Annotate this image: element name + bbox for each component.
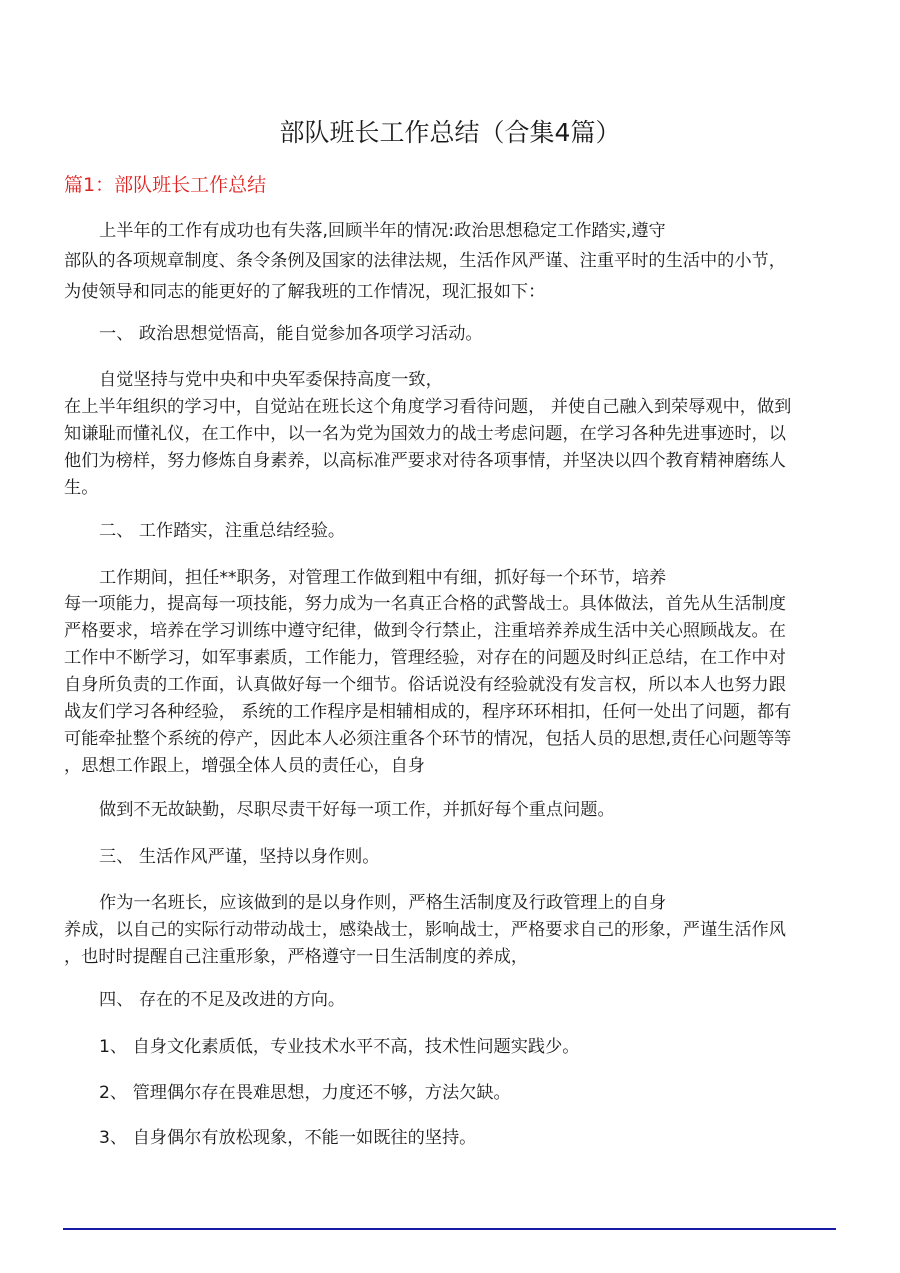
paragraph-line: 在上半年组织的学习中，自觉站在班长这个角度学习看待问题， 并使自己融入到荣辱观中，做到 bbox=[64, 397, 792, 417]
footer-divider bbox=[63, 1228, 836, 1230]
paragraph-line: 作为一名班长，应该做到的是以身作则，严格生活制度及行政管理上的自身 bbox=[99, 893, 667, 913]
paragraph-line: 每一项能力，提高每一项技能，努力成为一名真正合格的武警战士。具体做法，首先从生活制度 bbox=[64, 594, 786, 614]
subheading-2: 二、 工作踏实，注重总结经验。 bbox=[99, 521, 346, 541]
paragraph-line: 做到不无故缺勤，尽职尽责干好每一项工作，并抓好每个重点问题。 bbox=[99, 800, 615, 820]
paragraph-line: 自觉坚持与党中央和中央军委保持高度一致， bbox=[99, 370, 443, 390]
paragraph-line: 自身所负责的工作面，认真做好每一个细节。俗话说没有经验就没有发言权，所以本人也努力跟 bbox=[64, 675, 786, 695]
paragraph-line: 上半年的工作有成功也有失落,回顾半年的情况:政治思想稳定工作踏实,遵守 bbox=[99, 221, 666, 241]
paragraph-line: 养成，以自己的实际行动带动战士，感染战士，影响战士，严格要求自己的形象，严谨生活作风 bbox=[64, 920, 786, 940]
paragraph-line: 严格要求，培养在学习训练中遵守纪律，做到令行禁止，注重培养养成生活中关心照顾战友。在 bbox=[64, 621, 786, 641]
subheading-1: 一、 政治思想觉悟高，能自觉参加各项学习活动。 bbox=[99, 324, 483, 344]
section-heading: 篇1：部队班长工作总结 bbox=[64, 174, 267, 196]
paragraph-line: 工作期间，担任**职务，对管理工作做到粗中有细，抓好每一个环节，培养 bbox=[99, 568, 667, 588]
paragraph-line: ，思想工作跟上，增强全体人员的责任心，自身 bbox=[64, 756, 425, 776]
subheading-3: 三、 生活作风严谨，坚持以身作则。 bbox=[99, 847, 380, 867]
paragraph-line: 知谦耻而懂礼仪，在工作中，以一名为党为国效力的战士考虑问题，在学习各种先进事迹时，以 bbox=[64, 424, 786, 444]
paragraph-line: 部队的各项规章制度、条令条例及国家的法律法规，生活作风严谨、注重平时的生活中的小节， bbox=[64, 251, 786, 271]
paragraph-line: 战友们学习各种经验， 系统的工作程序是相辅相成的，程序环环相扣，任何一处出了问题，都有 bbox=[64, 702, 792, 722]
subheading-4: 四、 存在的不足及改进的方向。 bbox=[99, 990, 346, 1010]
paragraph-line: 可能牵扯整个系统的停产，因此本人必须注重各个环节的情况，包括人员的思想,责任心问题等等 bbox=[64, 729, 792, 749]
paragraph-line: 为使领导和同志的能更好的了解我班的工作情况，现汇报如下： bbox=[64, 282, 546, 302]
paragraph-line: 工作中不断学习，如军事素质，工作能力，管理经验，对存在的问题及时纠正总结，在工作中对 bbox=[64, 648, 786, 668]
list-item: 2、 管理偶尔存在畏难思想，力度还不够，方法欠缺。 bbox=[99, 1083, 511, 1103]
paragraph-line: 生。 bbox=[64, 478, 99, 498]
paragraph-line: 他们为榜样，努力修炼自身素养，以高标准严要求对待各项事情，并坚决以四个教育精神磨练人 bbox=[64, 451, 786, 471]
list-item: 3、 自身偶尔有放松现象，不能一如既往的坚持。 bbox=[99, 1128, 477, 1148]
document-title: 部队班长工作总结（合集4篇） bbox=[279, 118, 621, 147]
list-item: 1、 自身文化素质低，专业技术水平不高，技术性问题实践少。 bbox=[99, 1037, 580, 1057]
paragraph-line: ，也时时提醒自己注重形象，严格遵守一日生活制度的养成， bbox=[64, 947, 529, 967]
